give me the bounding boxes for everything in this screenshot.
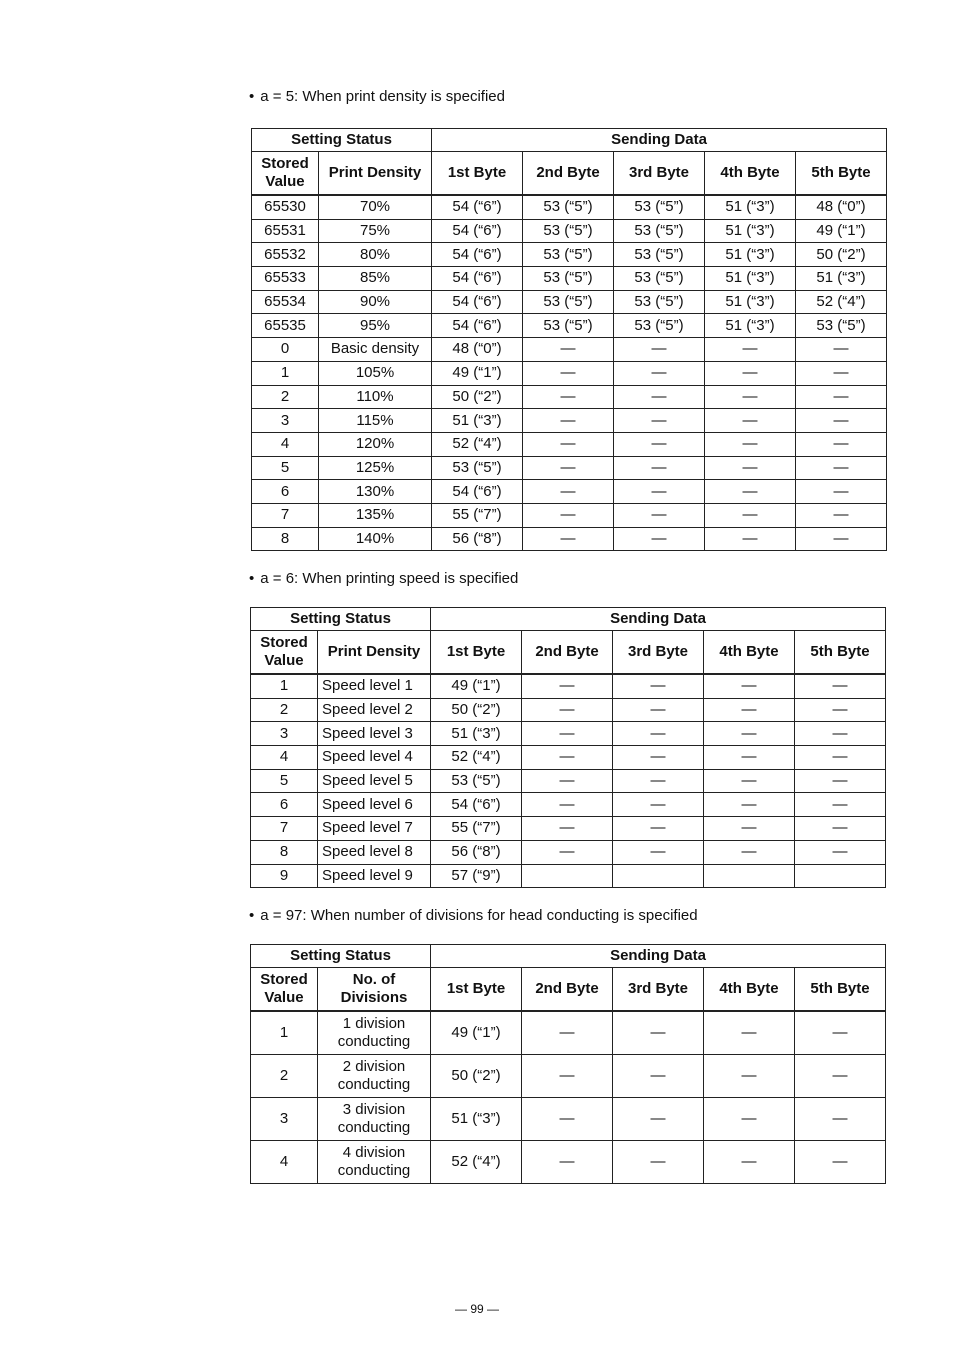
- byte-column-header: 4th Byte: [705, 152, 796, 196]
- byte-cell: —: [522, 698, 613, 722]
- stored-value-cell: 9: [251, 864, 318, 888]
- print-speed-table: [250, 607, 886, 888]
- byte-column-header: 5th Byte: [795, 968, 886, 1012]
- byte-cell: 53 (“5”): [614, 243, 705, 267]
- byte-cell: —: [522, 746, 613, 770]
- byte-cell: —: [704, 793, 795, 817]
- byte-cell: 53 (“5”): [523, 243, 614, 267]
- byte-column-header: 3rd Byte: [613, 968, 704, 1012]
- byte-column-header: 5th Byte: [795, 631, 886, 675]
- byte-cell: —: [796, 456, 887, 480]
- stored-value-cell: 3: [251, 722, 318, 746]
- byte-cell: 53 (“5”): [614, 290, 705, 314]
- byte-cell: 49 (“1”): [432, 361, 523, 385]
- byte-cell: —: [614, 432, 705, 456]
- byte-cell: —: [796, 480, 887, 504]
- byte-cell: 48 (“0”): [432, 338, 523, 362]
- caption-text: a = 97: When number of divisions for head conducting is specified: [260, 907, 698, 924]
- byte-cell: —: [704, 674, 795, 698]
- byte-cell: —: [613, 698, 704, 722]
- table-row: [251, 864, 886, 888]
- setting-column-header: Print Density: [319, 152, 432, 196]
- byte-cell: —: [613, 1098, 704, 1141]
- byte-cell: 49 (“1”): [431, 1011, 522, 1055]
- byte-cell: 52 (“4”): [431, 746, 522, 770]
- stored-value-header: Stored Value: [251, 631, 318, 675]
- byte-cell: —: [704, 1141, 795, 1184]
- byte-cell: —: [705, 361, 796, 385]
- byte-cell: —: [613, 769, 704, 793]
- byte-cell: 53 (“5”): [614, 267, 705, 291]
- section-caption: [249, 88, 505, 105]
- byte-cell: —: [795, 1141, 886, 1184]
- setting-cell: 140%: [319, 527, 432, 551]
- bullet-icon: •: [249, 88, 255, 105]
- byte-cell: —: [796, 361, 887, 385]
- byte-cell: —: [613, 840, 704, 864]
- byte-cell: 54 (“6”): [432, 290, 523, 314]
- byte-column-header: 4th Byte: [704, 631, 795, 675]
- section-caption: [249, 907, 698, 924]
- table-row: [252, 243, 887, 267]
- setting-cell: 1 division conducting: [318, 1011, 431, 1055]
- byte-cell: —: [522, 1055, 613, 1098]
- stored-value-cell: 65531: [252, 219, 319, 243]
- byte-cell: —: [613, 793, 704, 817]
- table-row: [252, 503, 887, 527]
- byte-cell: —: [522, 722, 613, 746]
- byte-cell: 56 (“8”): [432, 527, 523, 551]
- byte-cell: 51 (“3”): [796, 267, 887, 291]
- head-divisions-table: [250, 944, 886, 1184]
- stored-value-cell: 3: [252, 409, 319, 433]
- byte-cell: —: [704, 1098, 795, 1141]
- byte-cell: —: [523, 338, 614, 362]
- byte-cell: —: [522, 674, 613, 698]
- table-row: [252, 195, 887, 219]
- byte-cell: —: [522, 793, 613, 817]
- stored-value-cell: 8: [251, 840, 318, 864]
- setting-cell: 120%: [319, 432, 432, 456]
- byte-cell: 51 (“3”): [705, 267, 796, 291]
- byte-cell: —: [522, 1141, 613, 1184]
- setting-cell: 4 division conducting: [318, 1141, 431, 1184]
- byte-cell: —: [705, 456, 796, 480]
- byte-cell: 53 (“5”): [614, 195, 705, 219]
- byte-cell: 51 (“3”): [705, 290, 796, 314]
- byte-cell: —: [796, 385, 887, 409]
- byte-cell: 50 (“2”): [796, 243, 887, 267]
- setting-cell: 110%: [319, 385, 432, 409]
- setting-cell: 3 division conducting: [318, 1098, 431, 1141]
- byte-column-header: 1st Byte: [432, 152, 523, 196]
- byte-cell: —: [795, 1098, 886, 1141]
- byte-cell: 54 (“6”): [432, 195, 523, 219]
- byte-cell: —: [613, 674, 704, 698]
- byte-cell: —: [796, 503, 887, 527]
- setting-cell: Speed level 6: [318, 793, 431, 817]
- setting-cell: 90%: [319, 290, 432, 314]
- byte-cell: —: [796, 338, 887, 362]
- byte-cell: —: [795, 840, 886, 864]
- byte-column-header: 4th Byte: [704, 968, 795, 1012]
- stored-value-header: Stored Value: [252, 152, 319, 196]
- byte-cell: 53 (“5”): [523, 219, 614, 243]
- table-row: [252, 267, 887, 291]
- byte-cell: —: [522, 1098, 613, 1141]
- stored-value-cell: 65530: [252, 195, 319, 219]
- table-row: [251, 1011, 886, 1055]
- stored-value-cell: 1: [252, 361, 319, 385]
- table-row: [251, 1141, 886, 1184]
- byte-cell: 54 (“6”): [432, 480, 523, 504]
- byte-cell: —: [523, 409, 614, 433]
- byte-cell: —: [614, 409, 705, 433]
- byte-cell: —: [704, 722, 795, 746]
- byte-cell: 51 (“3”): [431, 722, 522, 746]
- byte-cell: 53 (“5”): [523, 195, 614, 219]
- stored-value-cell: 6: [252, 480, 319, 504]
- byte-cell: [704, 864, 795, 888]
- byte-cell: 53 (“5”): [614, 219, 705, 243]
- byte-column-header: 3rd Byte: [614, 152, 705, 196]
- byte-cell: —: [704, 840, 795, 864]
- table-row: [251, 722, 886, 746]
- byte-cell: —: [795, 674, 886, 698]
- byte-cell: —: [704, 817, 795, 841]
- byte-cell: 49 (“1”): [431, 674, 522, 698]
- byte-cell: 54 (“6”): [432, 267, 523, 291]
- byte-cell: —: [796, 432, 887, 456]
- byte-cell: —: [522, 769, 613, 793]
- byte-cell: 52 (“4”): [431, 1141, 522, 1184]
- byte-cell: 50 (“2”): [432, 385, 523, 409]
- table-row: [252, 456, 887, 480]
- stored-value-cell: 65533: [252, 267, 319, 291]
- byte-cell: 52 (“4”): [796, 290, 887, 314]
- setting-cell: Speed level 7: [318, 817, 431, 841]
- byte-cell: 49 (“1”): [796, 219, 887, 243]
- byte-cell: —: [613, 1141, 704, 1184]
- setting-cell: Speed level 9: [318, 864, 431, 888]
- byte-cell: [522, 864, 613, 888]
- stored-value-cell: 1: [251, 1011, 318, 1055]
- stored-value-cell: 5: [252, 456, 319, 480]
- byte-cell: —: [614, 456, 705, 480]
- byte-cell: —: [705, 480, 796, 504]
- setting-cell: 105%: [319, 361, 432, 385]
- byte-cell: —: [613, 1055, 704, 1098]
- byte-cell: —: [795, 793, 886, 817]
- sending-data-header: Sending Data: [432, 129, 887, 152]
- byte-cell: 53 (“5”): [523, 314, 614, 338]
- byte-cell: —: [523, 480, 614, 504]
- table-row: [252, 338, 887, 362]
- byte-cell: —: [614, 361, 705, 385]
- bullet-icon: •: [249, 907, 255, 924]
- stored-value-cell: 2: [251, 698, 318, 722]
- byte-cell: —: [795, 746, 886, 770]
- setting-cell: Speed level 3: [318, 722, 431, 746]
- byte-cell: 54 (“6”): [432, 219, 523, 243]
- setting-status-header: Setting Status: [252, 129, 432, 152]
- table-row: [252, 432, 887, 456]
- byte-cell: 53 (“5”): [523, 267, 614, 291]
- stored-value-cell: 2: [252, 385, 319, 409]
- byte-column-header: 1st Byte: [431, 968, 522, 1012]
- byte-cell: —: [613, 817, 704, 841]
- setting-cell: 95%: [319, 314, 432, 338]
- byte-cell: 55 (“7”): [432, 503, 523, 527]
- byte-cell: 53 (“5”): [431, 769, 522, 793]
- byte-cell: —: [704, 1055, 795, 1098]
- stored-value-cell: 4: [252, 432, 319, 456]
- byte-cell: 55 (“7”): [431, 817, 522, 841]
- byte-cell: —: [796, 527, 887, 551]
- stored-value-cell: 65535: [252, 314, 319, 338]
- byte-cell: —: [705, 409, 796, 433]
- byte-column-header: 2nd Byte: [523, 152, 614, 196]
- byte-cell: —: [704, 698, 795, 722]
- section-caption: [249, 570, 518, 587]
- byte-cell: —: [704, 769, 795, 793]
- print-density-table: [251, 128, 887, 551]
- setting-cell: Speed level 5: [318, 769, 431, 793]
- setting-cell: 115%: [319, 409, 432, 433]
- byte-cell: 53 (“5”): [796, 314, 887, 338]
- byte-cell: 51 (“3”): [705, 219, 796, 243]
- byte-cell: 52 (“4”): [432, 432, 523, 456]
- stored-value-cell: 0: [252, 338, 319, 362]
- table-row: [252, 219, 887, 243]
- byte-cell: 57 (“9”): [431, 864, 522, 888]
- sending-data-header: Sending Data: [431, 608, 886, 631]
- byte-cell: 53 (“5”): [614, 314, 705, 338]
- byte-cell: —: [795, 817, 886, 841]
- table-row: [252, 409, 887, 433]
- stored-value-cell: 5: [251, 769, 318, 793]
- byte-cell: —: [522, 1011, 613, 1055]
- setting-status-header: Setting Status: [251, 945, 431, 968]
- byte-cell: —: [796, 409, 887, 433]
- table-row: [252, 385, 887, 409]
- byte-cell: —: [614, 527, 705, 551]
- setting-cell: 2 division conducting: [318, 1055, 431, 1098]
- table-row: [252, 361, 887, 385]
- byte-cell: 53 (“5”): [432, 456, 523, 480]
- table-row: [252, 480, 887, 504]
- byte-cell: —: [614, 480, 705, 504]
- table-row: [251, 769, 886, 793]
- byte-cell: —: [795, 722, 886, 746]
- byte-cell: —: [705, 527, 796, 551]
- byte-cell: —: [795, 1055, 886, 1098]
- setting-cell: 125%: [319, 456, 432, 480]
- byte-cell: 54 (“6”): [432, 243, 523, 267]
- byte-cell: —: [613, 722, 704, 746]
- byte-cell: —: [614, 503, 705, 527]
- byte-cell: —: [522, 817, 613, 841]
- byte-cell: —: [523, 527, 614, 551]
- byte-cell: —: [523, 503, 614, 527]
- stored-value-cell: 65534: [252, 290, 319, 314]
- setting-cell: 80%: [319, 243, 432, 267]
- table-row: [251, 746, 886, 770]
- byte-cell: —: [613, 746, 704, 770]
- stored-value-cell: 1: [251, 674, 318, 698]
- byte-cell: [613, 864, 704, 888]
- table-row: [252, 527, 887, 551]
- setting-cell: 135%: [319, 503, 432, 527]
- stored-value-cell: 4: [251, 746, 318, 770]
- setting-cell: Speed level 2: [318, 698, 431, 722]
- table-row: [252, 314, 887, 338]
- byte-cell: —: [705, 432, 796, 456]
- table-row: [251, 840, 886, 864]
- caption-text: a = 6: When printing speed is specified: [260, 570, 519, 587]
- byte-cell: —: [704, 1011, 795, 1055]
- table-row: [251, 674, 886, 698]
- byte-cell: —: [614, 338, 705, 362]
- byte-cell: —: [705, 385, 796, 409]
- byte-column-header: 2nd Byte: [522, 631, 613, 675]
- byte-column-header: 2nd Byte: [522, 968, 613, 1012]
- byte-cell: 54 (“6”): [432, 314, 523, 338]
- setting-cell: Speed level 1: [318, 674, 431, 698]
- byte-cell: —: [613, 1011, 704, 1055]
- byte-cell: —: [795, 769, 886, 793]
- setting-cell: 85%: [319, 267, 432, 291]
- byte-cell: 51 (“3”): [432, 409, 523, 433]
- byte-column-header: 5th Byte: [796, 152, 887, 196]
- byte-cell: —: [705, 503, 796, 527]
- stored-value-cell: 4: [251, 1141, 318, 1184]
- stored-value-cell: 3: [251, 1098, 318, 1141]
- byte-cell: —: [523, 385, 614, 409]
- page-number: — 99 —: [454, 1302, 499, 1316]
- stored-value-cell: 65532: [252, 243, 319, 267]
- stored-value-cell: 8: [252, 527, 319, 551]
- table-row: [251, 698, 886, 722]
- byte-cell: —: [795, 698, 886, 722]
- byte-cell: 48 (“0”): [796, 195, 887, 219]
- stored-value-cell: 7: [252, 503, 319, 527]
- byte-cell: —: [795, 1011, 886, 1055]
- byte-cell: —: [705, 338, 796, 362]
- setting-column-header: No. of Divisions: [318, 968, 431, 1012]
- stored-value-cell: 7: [251, 817, 318, 841]
- byte-cell: 51 (“3”): [705, 314, 796, 338]
- table-row: [251, 793, 886, 817]
- byte-cell: —: [523, 432, 614, 456]
- byte-column-header: 3rd Byte: [613, 631, 704, 675]
- setting-cell: 130%: [319, 480, 432, 504]
- byte-cell: —: [704, 746, 795, 770]
- byte-cell: [795, 864, 886, 888]
- stored-value-cell: 6: [251, 793, 318, 817]
- byte-cell: 51 (“3”): [431, 1098, 522, 1141]
- setting-cell: Speed level 4: [318, 746, 431, 770]
- byte-column-header: 1st Byte: [431, 631, 522, 675]
- byte-cell: 56 (“8”): [431, 840, 522, 864]
- table-row: [252, 290, 887, 314]
- stored-value-cell: 2: [251, 1055, 318, 1098]
- byte-cell: —: [523, 361, 614, 385]
- table-row: [251, 1055, 886, 1098]
- setting-cell: Basic density: [319, 338, 432, 362]
- table-row: [251, 1098, 886, 1141]
- setting-cell: 75%: [319, 219, 432, 243]
- setting-cell: 70%: [319, 195, 432, 219]
- sending-data-header: Sending Data: [431, 945, 886, 968]
- byte-cell: —: [523, 456, 614, 480]
- byte-cell: 54 (“6”): [431, 793, 522, 817]
- byte-cell: 50 (“2”): [431, 698, 522, 722]
- byte-cell: 51 (“3”): [705, 195, 796, 219]
- setting-status-header: Setting Status: [251, 608, 431, 631]
- byte-cell: —: [522, 840, 613, 864]
- bullet-icon: •: [249, 570, 255, 587]
- byte-cell: 50 (“2”): [431, 1055, 522, 1098]
- byte-cell: 51 (“3”): [705, 243, 796, 267]
- setting-cell: Speed level 8: [318, 840, 431, 864]
- caption-text: a = 5: When print density is specified: [260, 88, 505, 105]
- table-row: [251, 817, 886, 841]
- byte-cell: 53 (“5”): [523, 290, 614, 314]
- byte-cell: —: [614, 385, 705, 409]
- stored-value-header: Stored Value: [251, 968, 318, 1012]
- setting-column-header: Print Density: [318, 631, 431, 675]
